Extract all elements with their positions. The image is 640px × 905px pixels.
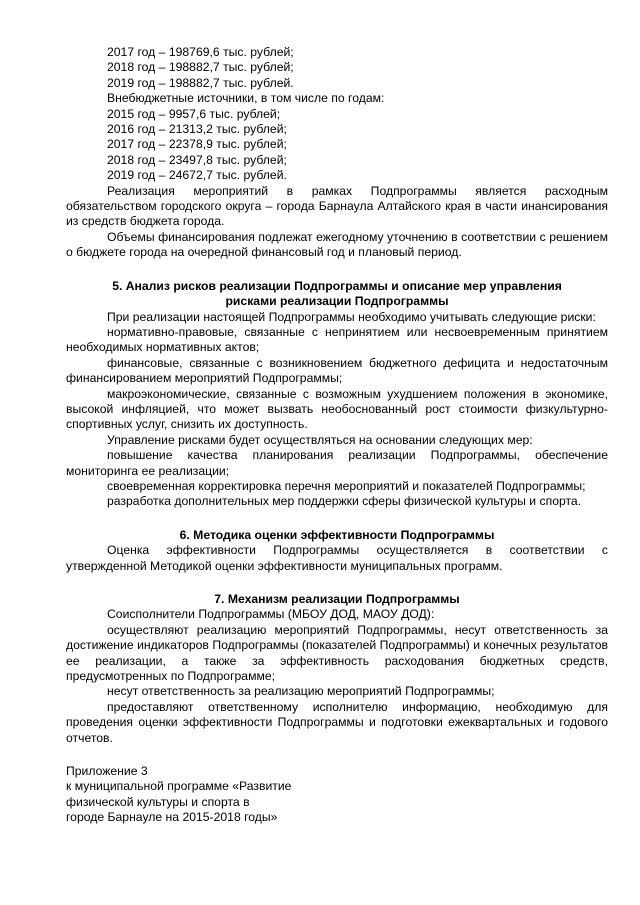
budget-line-2017: 2017 год – 198769,6 тыс. рублей; xyxy=(107,45,294,59)
risk-management-intro: Управление рисками будет осуществляться на основании следующих мер: xyxy=(107,432,533,447)
risks-intro: При реализации настоящей Подпрограммы необходимо учитывать следующие риски: xyxy=(107,309,596,324)
section-5-title-line-2: рисками реализации Подпрограммы xyxy=(225,294,449,309)
duty-implementation: осуществляют реализацию мероприятий Подпрограммы, несут ответственность за достижение индикаторов Подпрограммы (показателей Подпрограммы) и конечных результатов ее реализации, а также за эффективность расходования бюджетных средств, предусмотренных по Подпрограмме; xyxy=(66,622,608,684)
section-5-title-line-1: 5. Анализ рисков реализации Подпрограммы и описание мер управления xyxy=(112,278,562,293)
document-body xyxy=(66,45,608,826)
section-6-title: 6. Методика оценки эффективности Подпрограммы xyxy=(179,527,495,542)
extra-budget-header: Внебюджетные источники, в том числе по годам: xyxy=(107,91,385,106)
appendix-line-1: Приложение 3 xyxy=(66,764,148,779)
risk-legal: нормативно-правовые, связанные с непринятием или несвоевременным принятием необходимых нормативных актов; xyxy=(66,324,608,355)
risk-financial: финансовые, связанные с возникновением бюджетного дефицита и недостаточным финансированием мероприятий Подпрограммы; xyxy=(66,355,608,386)
volumes-paragraph: Объемы финансирования подлежат ежегодному уточнению в соответствии с решением о бюджете города на очередной финансовый год и плановый период. xyxy=(66,229,608,260)
measure-correction: своевременная корректировка перечня мероприятий и показателей Подпрограммы; xyxy=(107,478,586,493)
duty-reporting: предоставляют ответственному исполнителю информацию, необходимую для проведения оценки эффективности Подпрограммы и подготовки ежеквартальных и годового отчетов. xyxy=(66,699,608,745)
section-7-title: 7. Механизм реализации Подпрограммы xyxy=(214,592,460,606)
extra-line-2015: 2015 год – 9957,6 тыс. рублей; xyxy=(107,106,281,121)
extra-line-2016: 2016 год – 21313,2 тыс. рублей; xyxy=(107,122,287,137)
extra-line-2017: 2017 год – 22378,9 тыс. рублей; xyxy=(107,137,287,152)
measure-planning: повышение качества планирования реализации Подпрограммы, обеспечение мониторинга ее реализации; xyxy=(66,448,608,478)
measure-support: разработка дополнительных мер поддержки сферы физической культуры и спорта. xyxy=(107,494,582,509)
budget-line-2018: 2018 год – 198882,7 тыс. рублей; xyxy=(107,60,294,75)
appendix-note xyxy=(66,764,608,826)
appendix-line-4: городе Барнауле на 2015-2018 годы» xyxy=(66,810,278,825)
extra-line-2018: 2018 год – 23497,8 тыс. рублей; xyxy=(107,152,287,167)
duty-responsibility: несут ответственность за реализацию мероприятий Подпрограммы; xyxy=(107,684,495,699)
appendix-line-3: физической культуры и спорта в xyxy=(66,794,250,809)
extra-line-2019: 2019 год – 24672,7 тыс. рублей. xyxy=(107,168,287,183)
appendix-line-2: к муниципальной программе «Развитие xyxy=(66,779,292,794)
implementation-paragraph: Реализация мероприятий в рамках Подпрограммы является расходным обязательством городского округа – города Барнаула Алтайского края в части инансирования из средств бюджета города. xyxy=(66,183,608,229)
evaluation-paragraph: Оценка эффективности Подпрограммы осуществляется в соответствии с утвержденной Методикой оценки эффективности муниципальных программ. xyxy=(66,543,608,573)
risk-macro: макроэкономические, связанные с возможным ухудшением положения в экономике, высокой инфляцией, что может вызвать необоснованный рост стоимости физкультурно-спортивных услуг, снизить их доступность. xyxy=(66,386,608,432)
co-executors-line: Соисполнители Подпрограммы (МБОУ ДОД, МАОУ ДОД): xyxy=(107,607,435,622)
budget-line-2019: 2019 год – 198882,7 тыс. рублей. xyxy=(107,75,294,90)
